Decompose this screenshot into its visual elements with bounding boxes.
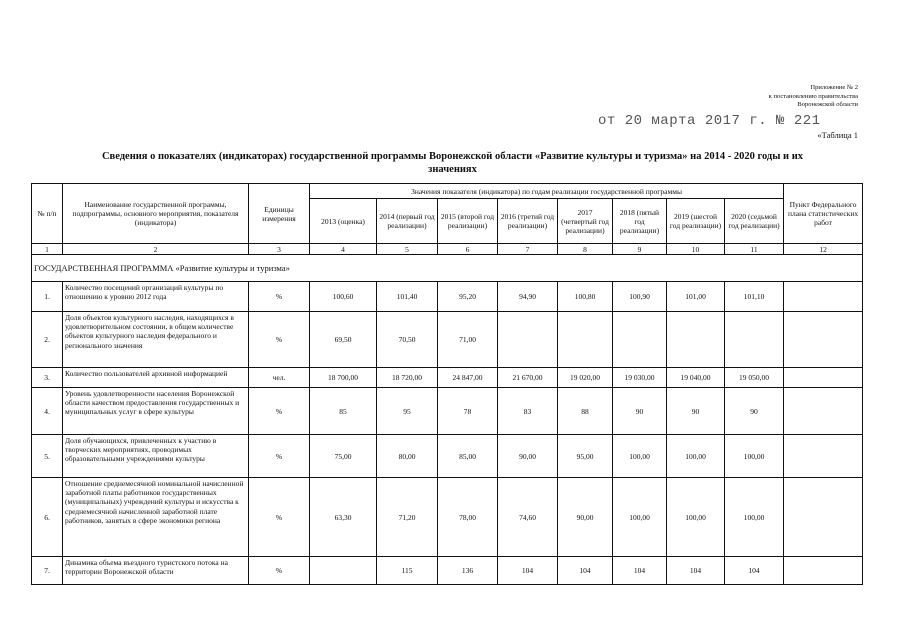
column-number-cell: 1: [32, 244, 63, 255]
header-number: № п/п: [32, 184, 63, 244]
value-cell: 115: [377, 557, 438, 585]
column-number-cell: 8: [558, 244, 613, 255]
section-row: [32, 255, 863, 282]
indicator-name: Уровень удовлетворенности населения Воронежской области качеством предоставления государственных и муниципальных услуг в сфере культуры: [63, 388, 249, 435]
value-cell: [667, 312, 725, 368]
indicator-name: Доля обучающихся, привлеченных к участию в творческих мероприятиях, проводимых образовательными учреждениями культуры: [63, 435, 249, 478]
annex-line-1: Приложение № 2: [810, 84, 858, 91]
value-cell: [310, 557, 377, 585]
table-row: [32, 388, 863, 435]
header-values-group: Значения показателя (индикатора) по годам реализации государственной программы: [310, 184, 784, 199]
value-cell: 104: [498, 557, 558, 585]
value-cell: [558, 312, 613, 368]
unit-cell: %: [249, 557, 310, 585]
table-row: [32, 368, 863, 388]
annex-note: [769, 84, 858, 110]
header-stat-plan: Пункт Федерального плана статистических работ: [784, 184, 863, 244]
stat-plan-cell: [784, 478, 863, 557]
unit-cell: %: [249, 435, 310, 478]
document-title: [30, 150, 875, 176]
value-cell: 70,50: [377, 312, 438, 368]
row-number: 3.: [32, 368, 63, 388]
header-year: 2016 (третий год реализации): [498, 199, 558, 244]
value-cell: 90,00: [498, 435, 558, 478]
value-cell: 101,00: [667, 282, 725, 312]
indicator-name: Отношение среднемесячной номинальной начисленной заработной платы работников государственных (муниципальных) учреждений культуры и искусства к среднемесячной начисленной заработной плате работников, занятых в сфере экономики региона: [63, 478, 249, 557]
value-cell: 95,20: [438, 282, 498, 312]
row-number: 1.: [32, 282, 63, 312]
header-name: Наименование государственной программы, подпрограммы, основного мероприятия, показателя (индикатора): [63, 184, 249, 244]
indicator-name: Доля объектов культурного наследия, находящихся в удовлетворительном состоянии, в общем количестве объектов культурного наследия федерального и регионального значения: [63, 312, 249, 368]
unit-cell: %: [249, 312, 310, 368]
column-number-cell: 5: [377, 244, 438, 255]
column-number-row: [32, 244, 863, 255]
indicator-name: Количество пользователей архивной информацией: [63, 368, 249, 388]
value-cell: 80,00: [377, 435, 438, 478]
header-year: 2015 (второй год реализации): [438, 199, 498, 244]
stat-plan-cell: [784, 435, 863, 478]
header-row-1: [32, 184, 863, 199]
value-cell: 19 050,00: [725, 368, 784, 388]
value-cell: [498, 312, 558, 368]
value-cell: 18 720,00: [377, 368, 438, 388]
value-cell: 75,00: [310, 435, 377, 478]
indicator-name: Динамика объема въездного туристского потока на территории Воронежской области: [63, 557, 249, 585]
value-cell: 18 700,00: [310, 368, 377, 388]
value-cell: 94,90: [498, 282, 558, 312]
value-cell: 88: [558, 388, 613, 435]
stat-plan-cell: [784, 557, 863, 585]
annex-line-2: к постановлению правительства: [768, 92, 858, 100]
value-cell: 90: [725, 388, 784, 435]
value-cell: 104: [613, 557, 667, 585]
table-label: «Таблица 1: [817, 130, 858, 140]
value-cell: 71,00: [438, 312, 498, 368]
value-cell: 100,00: [613, 435, 667, 478]
unit-cell: %: [249, 282, 310, 312]
value-cell: 100,00: [725, 435, 784, 478]
value-cell: 24 847,00: [438, 368, 498, 388]
table-row: [32, 282, 863, 312]
value-cell: 101,10: [725, 282, 784, 312]
stat-plan-cell: [784, 312, 863, 368]
title-line-2: значениях: [428, 164, 477, 175]
header-year: 2017 (четвертый год реализации): [558, 199, 613, 244]
value-cell: 19 020,00: [558, 368, 613, 388]
value-cell: 104: [667, 557, 725, 585]
value-cell: 100,60: [310, 282, 377, 312]
annex-line-3: Воронежской области: [797, 101, 858, 108]
value-cell: 101,40: [377, 282, 438, 312]
column-number-cell: 9: [613, 244, 667, 255]
column-number-cell: 11: [725, 244, 784, 255]
unit-cell: %: [249, 388, 310, 435]
table-row: [32, 478, 863, 557]
table-row: [32, 435, 863, 478]
column-number-cell: 3: [249, 244, 310, 255]
column-number-cell: 6: [438, 244, 498, 255]
value-cell: 95: [377, 388, 438, 435]
section-title: ГОСУДАРСТВЕННАЯ ПРОГРАММА «Развитие культуры и туризма»: [32, 255, 863, 282]
title-line-1: Сведения о показателях (индикаторах) государственной программы Воронежской области «Развитие культуры и туризма» на 2014 - 2020 годы и их: [101, 151, 804, 162]
value-cell: 85: [310, 388, 377, 435]
value-cell: 78: [438, 388, 498, 435]
column-number-cell: 7: [498, 244, 558, 255]
value-cell: 104: [558, 557, 613, 585]
value-cell: 136: [438, 557, 498, 585]
row-number: 5.: [32, 435, 63, 478]
value-cell: 71,20: [377, 478, 438, 557]
indicator-name: Количество посещений организаций культуры по отношению к уровню 2012 года: [63, 282, 249, 312]
value-cell: 100,00: [667, 478, 725, 557]
value-cell: 100,00: [725, 478, 784, 557]
value-cell: 95,00: [558, 435, 613, 478]
value-cell: 85,00: [438, 435, 498, 478]
stat-plan-cell: [784, 282, 863, 312]
value-cell: [613, 312, 667, 368]
unit-cell: %: [249, 478, 310, 557]
value-cell: 100,90: [613, 282, 667, 312]
value-cell: [725, 312, 784, 368]
value-cell: 21 670,00: [498, 368, 558, 388]
value-cell: 90,00: [558, 478, 613, 557]
value-cell: 78,00: [438, 478, 498, 557]
value-cell: 19 030,00: [613, 368, 667, 388]
header-year: 2019 (шестой год реализации): [667, 199, 725, 244]
value-cell: 90: [667, 388, 725, 435]
column-number-cell: 4: [310, 244, 377, 255]
indicators-table: [31, 183, 863, 585]
value-cell: 19 040,00: [667, 368, 725, 388]
value-cell: 90: [613, 388, 667, 435]
value-cell: 100,80: [558, 282, 613, 312]
table-row: [32, 557, 863, 585]
value-cell: 104: [725, 557, 784, 585]
header-year: 2014 (первый год реализации): [377, 199, 438, 244]
header-year: 2020 (седьмой год реализации): [725, 199, 784, 244]
value-cell: 63,30: [310, 478, 377, 557]
value-cell: 100,00: [613, 478, 667, 557]
row-number: 7.: [32, 557, 63, 585]
header-year: 2013 (оценка): [310, 199, 377, 244]
stat-plan-cell: [784, 368, 863, 388]
value-cell: 83: [498, 388, 558, 435]
table-row: [32, 312, 863, 368]
header-year: 2018 (пятый год реализации): [613, 199, 667, 244]
column-number-cell: 10: [667, 244, 725, 255]
row-number: 2.: [32, 312, 63, 368]
value-cell: 69,50: [310, 312, 377, 368]
decree-date-stamp: от 20 марта 2017 г. № 221: [598, 113, 821, 129]
stat-plan-cell: [784, 388, 863, 435]
value-cell: 100,00: [667, 435, 725, 478]
unit-cell: чел.: [249, 368, 310, 388]
column-number-cell: 12: [784, 244, 863, 255]
value-cell: 74,60: [498, 478, 558, 557]
header-unit: Единицы измерения: [249, 184, 310, 244]
row-number: 6.: [32, 478, 63, 557]
row-number: 4.: [32, 388, 63, 435]
column-number-cell: 2: [63, 244, 249, 255]
